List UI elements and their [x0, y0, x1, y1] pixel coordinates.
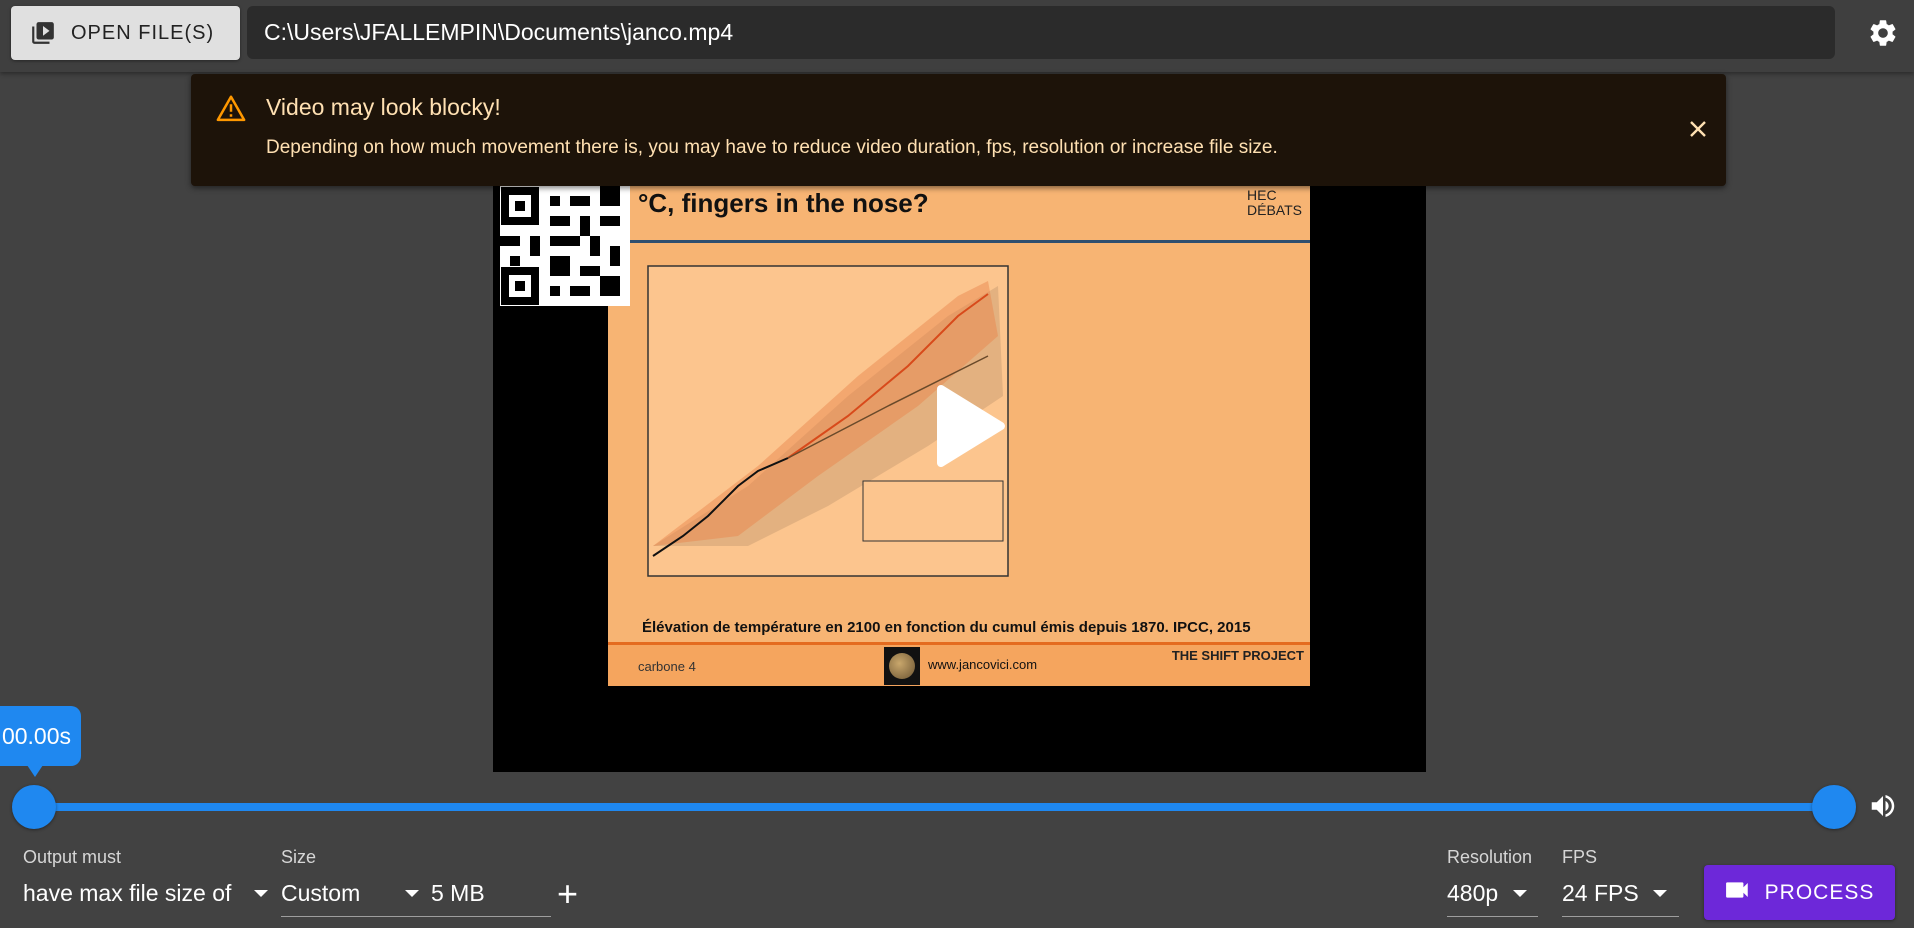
play-icon[interactable] — [929, 381, 1009, 471]
resolution-underline — [1447, 916, 1538, 917]
chevron-down-icon[interactable] — [405, 890, 419, 897]
slide-divider — [608, 240, 1310, 243]
warning-icon — [216, 94, 246, 124]
plus-icon[interactable]: + — [557, 873, 579, 914]
chevron-down-icon[interactable] — [1653, 890, 1667, 897]
trim-end-handle[interactable] — [1812, 785, 1856, 829]
videocam-icon — [1725, 879, 1751, 906]
size-select[interactable]: Custom — [281, 880, 361, 906]
file-path-field[interactable] — [247, 6, 1835, 59]
footer-url: www.jancovici.com — [928, 657, 1038, 672]
process-label: PROCESS — [1764, 880, 1875, 904]
fps-underline — [1562, 916, 1679, 917]
open-files-label: OPEN FILE(S) — [71, 21, 215, 44]
slide-caption: Élévation de température en 2100 en fonction du cumul émis depuis 1870. IPCC, 2015 — [642, 619, 1251, 636]
file-path-text: C:\Users\JFALLEMPIN\Documents\janco.mp4 — [264, 19, 734, 45]
slide-brand-top: HEC — [1247, 187, 1277, 203]
footer-left: carbone 4 — [638, 659, 696, 674]
gear-icon[interactable] — [1864, 14, 1902, 52]
size-amount-input[interactable]: 5 MB — [431, 880, 485, 906]
start-time-bubble-tail — [27, 765, 43, 777]
volume-icon[interactable] — [1866, 789, 1900, 823]
resolution-label: Resolution — [1447, 847, 1533, 867]
close-icon[interactable] — [1683, 114, 1713, 144]
qr-code — [500, 186, 630, 306]
video-library-icon — [29, 19, 57, 47]
fps-select[interactable]: 24 FPS — [1562, 880, 1639, 906]
size-underline — [281, 916, 551, 917]
process-button[interactable] — [1704, 865, 1895, 920]
video-player[interactable] — [493, 186, 1426, 772]
slide-title: °C, fingers in the nose? — [638, 188, 929, 218]
chevron-down-icon[interactable] — [254, 890, 268, 897]
output-must-select[interactable]: have max file size of — [23, 880, 232, 906]
start-time-bubble: 00.00s — [0, 706, 81, 766]
slide-brand — [1247, 188, 1302, 218]
blocky-video-alert — [191, 74, 1726, 186]
resolution-select[interactable]: 480p — [1447, 880, 1499, 906]
top-bar — [0, 0, 1914, 72]
alert-message: Depending on how much movement there is, you may have to reduce video duration, fps, resolution or increase file size. — [266, 137, 1278, 158]
slide-brand-bottom: DÉBATS — [1247, 202, 1302, 218]
footer-right: THE SHIFT PROJECT — [1171, 648, 1304, 663]
output-must-label: Output must — [23, 847, 122, 867]
alert-title: Video may look blocky! — [266, 94, 501, 120]
size-label: Size — [281, 847, 317, 867]
chevron-down-icon[interactable] — [1513, 890, 1527, 897]
fps-label: FPS — [1562, 847, 1598, 867]
moon-image — [884, 647, 920, 685]
trim-track[interactable] — [34, 803, 1834, 811]
open-files-button[interactable] — [11, 6, 240, 60]
slide-footer — [608, 642, 1310, 686]
trim-start-handle[interactable] — [12, 785, 56, 829]
